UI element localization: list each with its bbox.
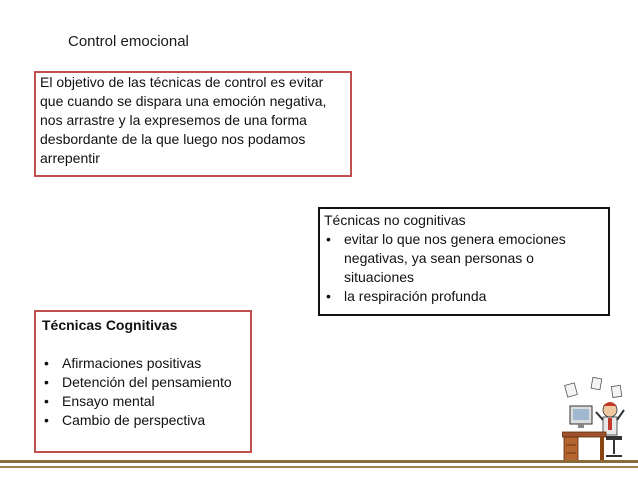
list-item-text: Cambio de perspectiva [62,412,206,428]
stressed-worker-illustration [562,376,632,464]
footer-divider-secondary [0,466,638,468]
non-cognitive-heading: Técnicas no cognitivas [324,212,466,228]
cognitive-heading: Técnicas Cognitivas [42,317,178,333]
bullet: • [44,355,49,371]
cognitive-box [34,310,252,453]
footer-divider [0,460,638,463]
cognitive-list [42,354,244,430]
chair-icon [606,436,622,456]
slide-title: Control emocional [68,33,189,50]
objective-box [34,71,352,177]
papers-icon [565,377,622,397]
objective-text: El objetivo de las técnicas de control es evitar que cuando se dispara una emoción negativa, nos arrastre y la expresemos de una forma desbordante de la que luego nos podamos arrepentir [40,74,327,166]
list-item-text: Afirmaciones positivas [62,355,202,371]
list-item-text: Detención del pensamiento [62,374,232,390]
list-item-text: la respiración profunda [344,288,487,304]
bullet: • [44,412,49,428]
list-item [42,373,244,392]
bullet: • [44,393,49,409]
non-cognitive-box [318,207,610,316]
list-item-text: evitar lo que nos genera emociones negativas, ya sean personas o situaciones [344,231,566,285]
list-item [42,354,244,373]
list-item [324,230,604,287]
bullet: • [326,231,331,247]
non-cognitive-list [324,230,604,306]
list-item [42,411,244,430]
desk-icon [562,432,606,461]
person-icon [596,402,624,435]
bullet: • [326,288,331,304]
list-item [324,287,604,306]
bullet: • [44,374,49,390]
list-item [42,392,244,411]
list-item-text: Ensayo mental [62,393,155,409]
computer-icon [570,406,592,428]
